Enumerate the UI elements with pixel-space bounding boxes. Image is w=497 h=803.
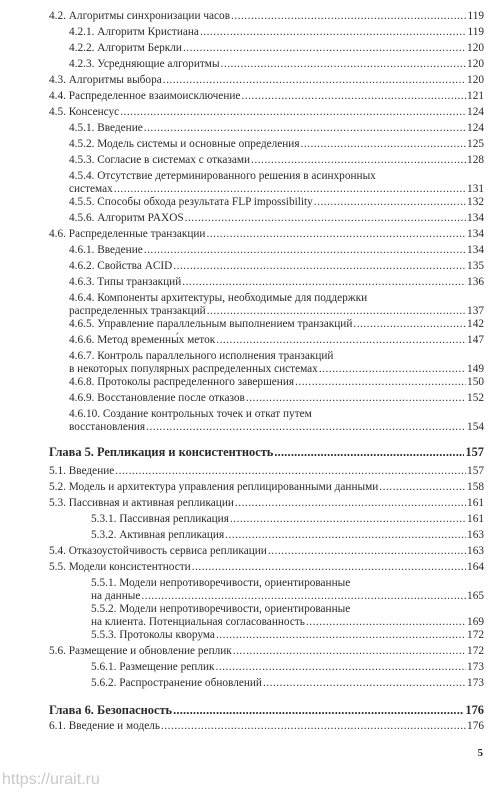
toc-page-number: 163 [467, 529, 484, 541]
toc-entry-title: 5.3.1. Пассивная репликация [91, 513, 229, 525]
toc-entry-title-line: 4.5.4. Отсутствие детерминированного решения в асинхронных [69, 170, 376, 182]
toc-entry-title: 5.2. Модель и архитектура управления реплицированными данными [49, 481, 379, 493]
dot-leader [301, 138, 467, 151]
dot-leader [246, 392, 466, 405]
toc-entry-title: 4.2.1. Алгоритм Кристиана [69, 26, 199, 38]
toc-entry-title: Глава 5. Репликация и консистентность [49, 445, 274, 459]
dot-leader [306, 616, 466, 629]
toc-entry[interactable] [0, 154, 484, 167]
toc-entry[interactable] [0, 465, 484, 478]
toc-page-number: 147 [467, 334, 484, 346]
toc-entry[interactable] [0, 318, 484, 331]
toc-entry-title: 4.5.1. Введение [69, 122, 143, 134]
toc-entry[interactable] [0, 545, 484, 558]
toc-entry-title: 6.1. Введение и модель [49, 720, 161, 732]
dot-leader [241, 90, 466, 103]
toc-page-number: 157 [467, 465, 484, 477]
toc-page-number: 134 [467, 244, 484, 256]
dot-leader [268, 545, 466, 558]
toc-entry[interactable] [0, 529, 484, 542]
toc-page-number: 120 [467, 42, 484, 54]
toc-page-number: 121 [467, 90, 484, 102]
toc-entry[interactable] [0, 629, 484, 642]
toc-entry[interactable] [0, 90, 484, 103]
toc-page-number: 163 [467, 545, 484, 557]
toc-entry[interactable] [0, 513, 484, 526]
toc-page-number: 132 [467, 196, 484, 208]
toc-entry[interactable] [0, 561, 484, 574]
toc-entry-title: 5.5. Модели консистентности [49, 561, 191, 573]
toc-page-number: 120 [467, 74, 484, 86]
toc-entry-title: 4.5. Консенсус [49, 106, 120, 118]
dot-leader [183, 42, 466, 55]
toc-page-number: 149 [467, 363, 484, 375]
toc-entry-title: на данные [91, 590, 141, 602]
toc-entry-title-line: 5.5.1. Модели непротиворечивости, ориентированные [91, 577, 351, 589]
toc-entry-title: 4.5.3. Согласие в системах с отказами [69, 154, 251, 166]
toc-entry-title: распределенных транзакций [69, 305, 206, 317]
toc-page-number: 124 [467, 122, 484, 134]
toc-entry-title: 4.6.2. Свойства ACID [69, 260, 173, 272]
toc-entry-title: 4.5.2. Модель системы и основные определения [69, 138, 300, 150]
toc-entry-title: 4.6. Распределенные транзакции [49, 228, 206, 240]
toc-entry[interactable] [0, 106, 484, 119]
toc-entry[interactable] [0, 292, 484, 318]
toc-entry-title: 4.4. Распределенное взаимоисключение [49, 90, 241, 102]
dot-leader [319, 363, 466, 376]
toc-entry[interactable] [0, 720, 484, 733]
page-number: 5 [477, 747, 483, 759]
toc-entry[interactable] [0, 170, 484, 196]
dot-leader [120, 106, 466, 119]
toc-page-number: 136 [467, 276, 484, 288]
toc-entry[interactable] [0, 661, 484, 674]
toc-entry-title: Глава 6. Безопасность [49, 703, 173, 717]
dot-leader [230, 513, 466, 526]
toc-chapter-entry[interactable] [0, 704, 484, 717]
dot-leader [144, 244, 466, 257]
dot-leader [221, 58, 467, 71]
toc-entry[interactable] [0, 276, 484, 289]
toc-chapter-entry[interactable] [0, 446, 484, 459]
toc-page-number: 142 [467, 318, 484, 330]
toc-entry-title: 4.6.3. Типы транзакций [69, 276, 182, 288]
toc-page-number: 150 [467, 376, 484, 388]
toc-entry[interactable] [0, 58, 484, 71]
dot-leader [185, 212, 466, 225]
toc-entry[interactable] [0, 212, 484, 225]
toc-entry[interactable] [0, 122, 484, 135]
toc-page-number: 120 [467, 58, 484, 70]
toc-page-number: 161 [467, 513, 484, 525]
toc-entry[interactable] [0, 577, 484, 603]
toc-entry[interactable] [0, 228, 484, 241]
toc-entry[interactable] [0, 244, 484, 257]
toc-entry[interactable] [0, 260, 484, 273]
toc-entry-title: 4.6.6. Метод временны́х меток [69, 334, 216, 346]
toc-entry[interactable] [0, 481, 484, 494]
toc-page-number: 154 [467, 421, 484, 433]
dot-leader [216, 334, 466, 347]
dot-leader [216, 661, 467, 674]
toc-entry-title: 4.2.2. Алгоритм Беркли [69, 42, 182, 54]
toc-entry-title: 5.4. Отказоустойчивость сервиса репликации [49, 545, 267, 557]
toc-page-number: 164 [467, 561, 484, 573]
toc-entry-title: 5.1. Введение [49, 465, 115, 477]
toc-entry[interactable] [0, 677, 484, 690]
toc-entry-title: 5.5.3. Протоколы кворума [91, 629, 215, 641]
toc-entry[interactable] [0, 138, 484, 151]
toc-entry[interactable] [0, 10, 484, 23]
dot-leader [274, 446, 464, 459]
toc-page-number: 134 [467, 212, 484, 224]
toc-entry[interactable] [0, 42, 484, 55]
dot-leader [173, 704, 464, 717]
toc-page-number: 176 [467, 720, 484, 732]
toc-entry-title: 4.2. Алгоритмы синхронизации часов [49, 10, 231, 22]
toc-page-number: 173 [467, 677, 484, 689]
dot-leader [225, 529, 466, 542]
toc-entry-title: системах [69, 183, 113, 195]
toc-entry-title-line: 4.6.7. Контроль параллельного исполнения транзакций [69, 350, 334, 362]
toc-entry-title-line: 4.6.4. Компоненты архитектуры, необходимые для поддержки [69, 292, 368, 304]
dot-leader [200, 26, 467, 39]
toc-entry-title: 4.2.3. Усредняющие алгоритмы [69, 58, 220, 70]
dot-leader [182, 276, 466, 289]
toc-entry[interactable] [0, 603, 484, 629]
dot-leader [114, 183, 466, 196]
dot-leader [235, 497, 466, 510]
toc-entry-title-line: 5.5.2. Модели непротиворечивости, ориентированные [91, 603, 351, 615]
toc-page-number: 124 [467, 106, 484, 118]
toc-page-number: 152 [467, 392, 484, 404]
toc-entry-title: 5.6.2. Распространение обновлений [91, 677, 262, 689]
dot-leader [314, 196, 466, 209]
toc-page-number: 157 [465, 445, 484, 459]
dot-leader [173, 260, 466, 273]
dot-leader [295, 376, 466, 389]
toc-entry-title: 4.5.5. Способы обхода результата FLP impossibility [69, 196, 313, 208]
dot-leader [206, 228, 466, 241]
dot-leader [144, 122, 466, 135]
dot-leader [379, 481, 466, 494]
toc-entry[interactable] [0, 376, 484, 389]
toc-page-number: 119 [467, 10, 484, 22]
toc-entry[interactable] [0, 350, 484, 376]
toc-page-number: 134 [467, 228, 484, 240]
dot-leader [192, 561, 466, 574]
toc-entry-title: в некоторых популярных распределенных системах [69, 363, 318, 375]
toc-page-number: 158 [467, 481, 484, 493]
toc-entry-title: 5.6.1. Размещение реплик [91, 661, 215, 673]
toc-page-number: 135 [467, 260, 484, 272]
toc-page-number: 119 [467, 26, 484, 38]
toc-entry-title: 4.6.1. Введение [69, 244, 143, 256]
dot-leader [231, 10, 466, 23]
toc-page-number: 165 [467, 590, 484, 602]
toc-page-number: 173 [467, 661, 484, 673]
toc-page-number: 172 [467, 645, 484, 657]
toc-entry[interactable] [0, 497, 484, 510]
toc-entry-title-line: 4.6.10. Создание контрольных точек и откат путем [69, 408, 312, 420]
toc-page-number: 169 [467, 616, 484, 628]
toc-entry-title: 4.3. Алгоритмы выбора [49, 74, 162, 86]
dot-leader [216, 629, 466, 642]
dot-leader [233, 645, 466, 658]
toc-page-number: 176 [465, 703, 484, 717]
toc-page-number: 128 [467, 154, 484, 166]
dot-leader [161, 720, 466, 733]
toc-entry-title: восстановления [69, 421, 146, 433]
dot-leader [146, 421, 466, 434]
toc-entry[interactable] [0, 74, 484, 87]
toc-entry-title: 4.6.5. Управление параллельным выполнением транзакций [69, 318, 353, 330]
toc-entry[interactable] [0, 334, 484, 347]
toc-page-number: 161 [467, 497, 484, 509]
toc-entry[interactable] [0, 408, 484, 434]
toc-entry[interactable] [0, 392, 484, 405]
dot-leader [141, 590, 466, 603]
dot-leader [163, 74, 466, 87]
dot-leader [115, 465, 466, 478]
toc-page-number: 172 [467, 629, 484, 641]
watermark-url: https://urait.ru [2, 771, 100, 788]
toc-entry[interactable] [0, 645, 484, 658]
dot-leader [353, 318, 466, 331]
toc-page-number: 137 [467, 305, 484, 317]
toc-entry-title: 4.6.9. Восстановление после отказов [69, 392, 245, 404]
toc-entry-title: 5.3.2. Активная репликация [91, 529, 225, 541]
dot-leader [207, 305, 466, 318]
toc-entry-title: на клиента. Потенциальная согласованность [91, 616, 305, 628]
toc-entry[interactable] [0, 26, 484, 39]
dot-leader [263, 677, 466, 690]
toc-page-number: 131 [467, 183, 484, 195]
toc-entry-title: 4.6.8. Протоколы распределенного завершения [69, 376, 295, 388]
toc-entry-title: 4.5.6. Алгоритм PAXOS [69, 212, 184, 224]
toc-entry-title: 5.3. Пассивная и активная репликации [49, 497, 234, 509]
toc-entry-title: 5.6. Размещение и обновление реплик [49, 645, 232, 657]
toc-entry[interactable] [0, 196, 484, 209]
toc-page-number: 125 [467, 138, 484, 150]
dot-leader [251, 154, 466, 167]
